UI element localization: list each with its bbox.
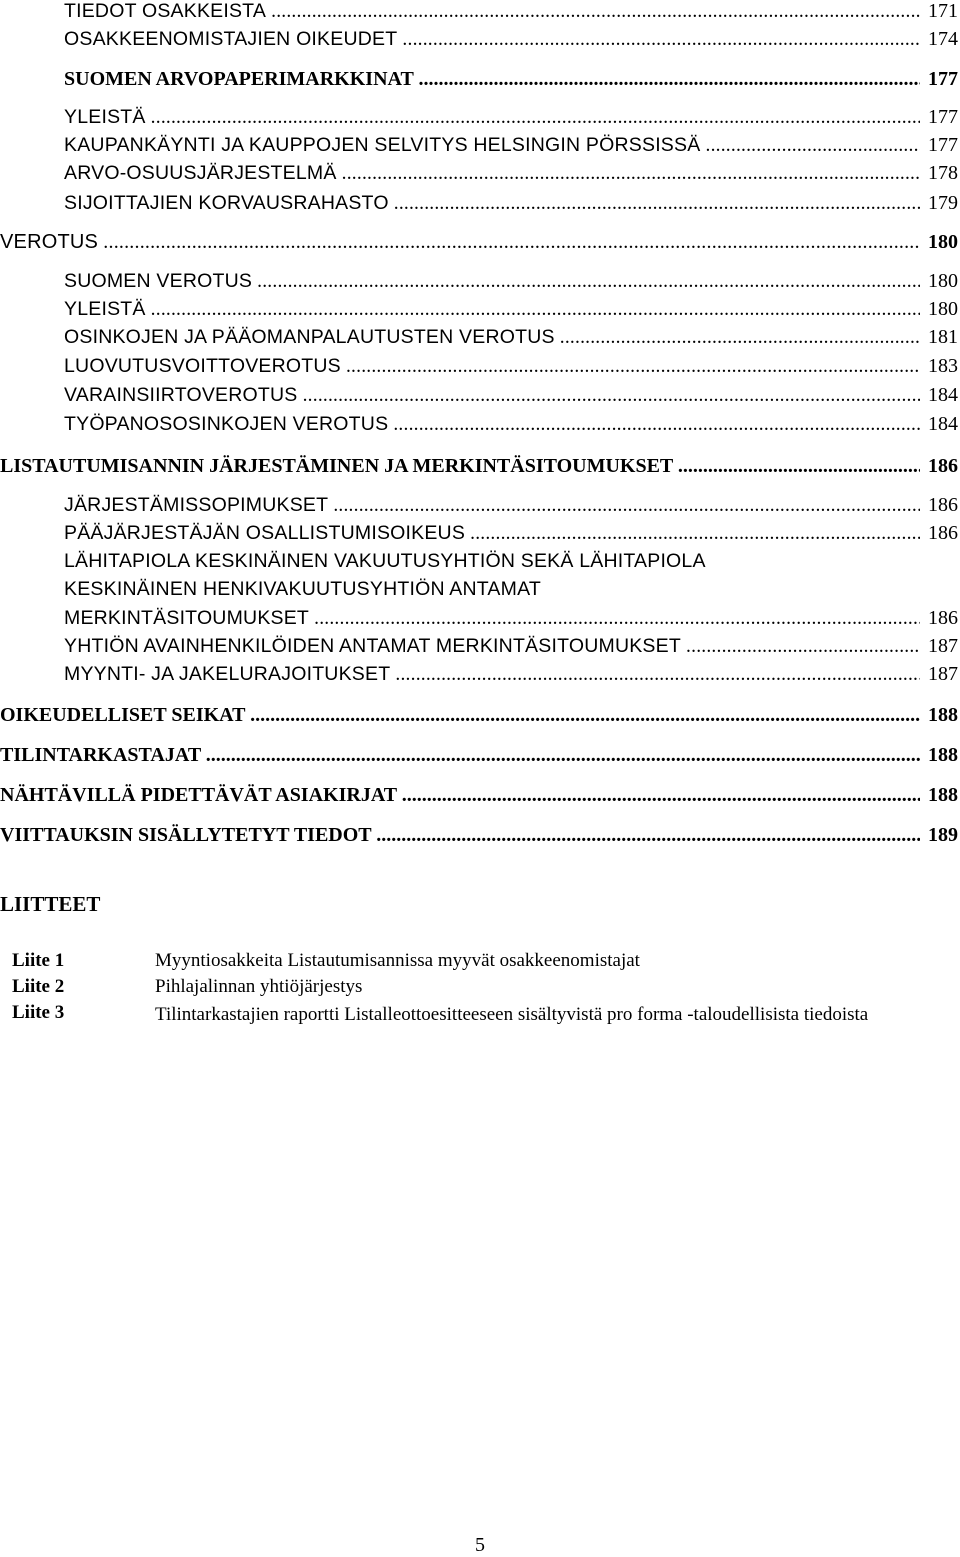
toc-section-page: 180: [924, 231, 958, 254]
toc-section[interactable]: [0, 455, 960, 483]
toc-entry-title: TYÖPANOSOSINKOJEN VEROTUS .....: [64, 413, 920, 436]
toc-entry-title: MYYNTI- JA JAKELURAJOITUKSET .....: [64, 663, 920, 686]
toc-entry-title-line: LÄHITAPIOLA KESKINÄINEN VAKUUTUSYHTIÖN SEKÄ LÄHITAPIOLA: [64, 550, 706, 572]
toc-entry-page: 179: [924, 192, 958, 215]
toc-entry-page: 178: [924, 162, 958, 185]
toc-section-title: VIITTAUKSIN SISÄLLYTETYT TIEDOT .....: [0, 824, 920, 847]
toc-entry[interactable]: [0, 298, 960, 326]
toc-entry-title: MERKINTÄSITOUMUKSET .....: [64, 607, 920, 630]
toc-entry[interactable]: [0, 635, 960, 663]
toc-section-title: SUOMEN ARVOPAPERIMARKKINAT .....: [64, 68, 920, 91]
toc-entry[interactable]: [0, 384, 960, 412]
toc-entry-page: 186: [924, 494, 958, 517]
toc-section-title: OIKEUDELLISET SEIKAT .....: [0, 704, 920, 727]
toc-entry-title: OSINKOJEN JA PÄÄOMANPALAUTUSTEN VEROTUS .....: [64, 326, 920, 349]
toc-entry-title: LUOVUTUSVOITTOVEROTUS .....: [64, 355, 920, 378]
toc-section[interactable]: [0, 824, 960, 852]
toc-entry-title: JÄRJESTÄMISSOPIMUKSET .....: [64, 494, 920, 517]
toc-entry[interactable]: [0, 355, 960, 383]
appendix-item: [12, 950, 952, 976]
toc-section-title: VEROTUS .....: [0, 231, 920, 254]
toc-section-page: 189: [924, 824, 958, 847]
toc-entry[interactable]: [0, 413, 960, 441]
toc-entry-page: 184: [924, 413, 958, 436]
toc-entry[interactable]: [0, 607, 960, 635]
toc-entry[interactable]: [0, 134, 960, 162]
appendix-description: Tilintarkastajien raportti Listalleottoesitteeseen sisältyvistä pro forma -taloudellisista tiedoista: [155, 1004, 869, 1025]
appendix-label: Liite 1: [12, 950, 65, 971]
toc-entry-page: 186: [924, 522, 958, 545]
toc-entry[interactable]: [0, 522, 960, 550]
toc-entry-page: 186: [924, 607, 958, 630]
toc-section-title: NÄHTÄVILLÄ PIDETTÄVÄT ASIAKIRJAT .....: [0, 784, 920, 807]
toc-section[interactable]: [0, 744, 960, 772]
toc-entry-title: SUOMEN VEROTUS .....: [64, 270, 920, 293]
toc-entry-title: YLEISTÄ .....: [64, 298, 920, 321]
toc-entry-title: VARAINSIIRTOVEROTUS .....: [64, 384, 920, 407]
toc-entry[interactable]: [0, 0, 960, 28]
toc-entry[interactable]: [0, 494, 960, 522]
toc-entry[interactable]: [0, 270, 960, 298]
appendix-description: Pihlajalinnan yhtiöjärjestys: [155, 976, 363, 997]
toc-entry-title: KAUPANKÄYNTI JA KAUPPOJEN SELVITYS HELSINGIN PÖRSSISSÄ .....: [64, 134, 920, 157]
toc-entry-page: 177: [924, 106, 958, 129]
toc-entry-page: 171: [924, 0, 958, 23]
toc-section-title: TILINTARKASTAJAT .....: [0, 744, 920, 767]
toc-entry-page: 183: [924, 355, 958, 378]
page-number: 5: [475, 1534, 485, 1556]
toc-entry[interactable]: [0, 192, 960, 220]
appendix-item: [12, 1002, 952, 1054]
toc-section[interactable]: [0, 68, 960, 96]
toc-section-page: 188: [924, 784, 958, 807]
toc-entry[interactable]: [0, 106, 960, 134]
toc-section-page: 177: [924, 68, 958, 91]
appendix-label: Liite 2: [12, 976, 65, 997]
toc-entry-page: 180: [924, 270, 958, 293]
toc-section-title: LISTAUTUMISANNIN JÄRJESTÄMINEN JA MERKINTÄSITOUMUKSET .....: [0, 455, 920, 478]
toc-entry-page: 187: [924, 663, 958, 686]
toc-entry[interactable]: [0, 663, 960, 691]
toc-entry-page: 174: [924, 28, 958, 51]
toc-section[interactable]: [0, 231, 960, 259]
toc-entry[interactable]: [0, 28, 960, 56]
toc-entry-title: ARVO-OSUUSJÄRJESTELMÄ .....: [64, 162, 920, 185]
toc-entry-title-line: KESKINÄINEN HENKIVAKUUTUSYHTIÖN ANTAMAT: [64, 578, 541, 600]
toc-entry-title: PÄÄJÄRJESTÄJÄN OSALLISTUMISOIKEUS .....: [64, 522, 920, 545]
toc-entry-page: 180: [924, 298, 958, 321]
toc-entry-page: 184: [924, 384, 958, 407]
toc-section[interactable]: [0, 704, 960, 732]
toc-entry-page: 181: [924, 326, 958, 349]
toc-section-page: 186: [924, 455, 958, 478]
appendix-description: Myyntiosakkeita Listautumisannissa myyvät osakkeenomistajat: [155, 950, 640, 971]
toc-entry-title: TIEDOT OSAKKEISTA .....: [64, 0, 920, 23]
appendix-item: [12, 976, 952, 1002]
toc-entry-title: SIJOITTAJIEN KORVAUSRAHASTO .....: [64, 192, 920, 215]
toc-entry-page: 187: [924, 635, 958, 658]
toc-entry[interactable]: [0, 162, 960, 190]
toc-entry[interactable]: [0, 326, 960, 354]
toc-entry-title: YHTIÖN AVAINHENKILÖIDEN ANTAMAT MERKINTÄSITOUMUKSET .....: [64, 635, 920, 658]
toc-entry-title: OSAKKEENOMISTAJIEN OIKEUDET .....: [64, 28, 920, 51]
toc-section-page: 188: [924, 704, 958, 727]
toc-entry-title: YLEISTÄ .....: [64, 106, 920, 129]
toc-entry-page: 177: [924, 134, 958, 157]
toc-section-page: 188: [924, 744, 958, 767]
appendix-label: Liite 3: [12, 1002, 65, 1023]
appendices-heading: LIITTEET: [0, 892, 101, 916]
toc-section[interactable]: [0, 784, 960, 812]
